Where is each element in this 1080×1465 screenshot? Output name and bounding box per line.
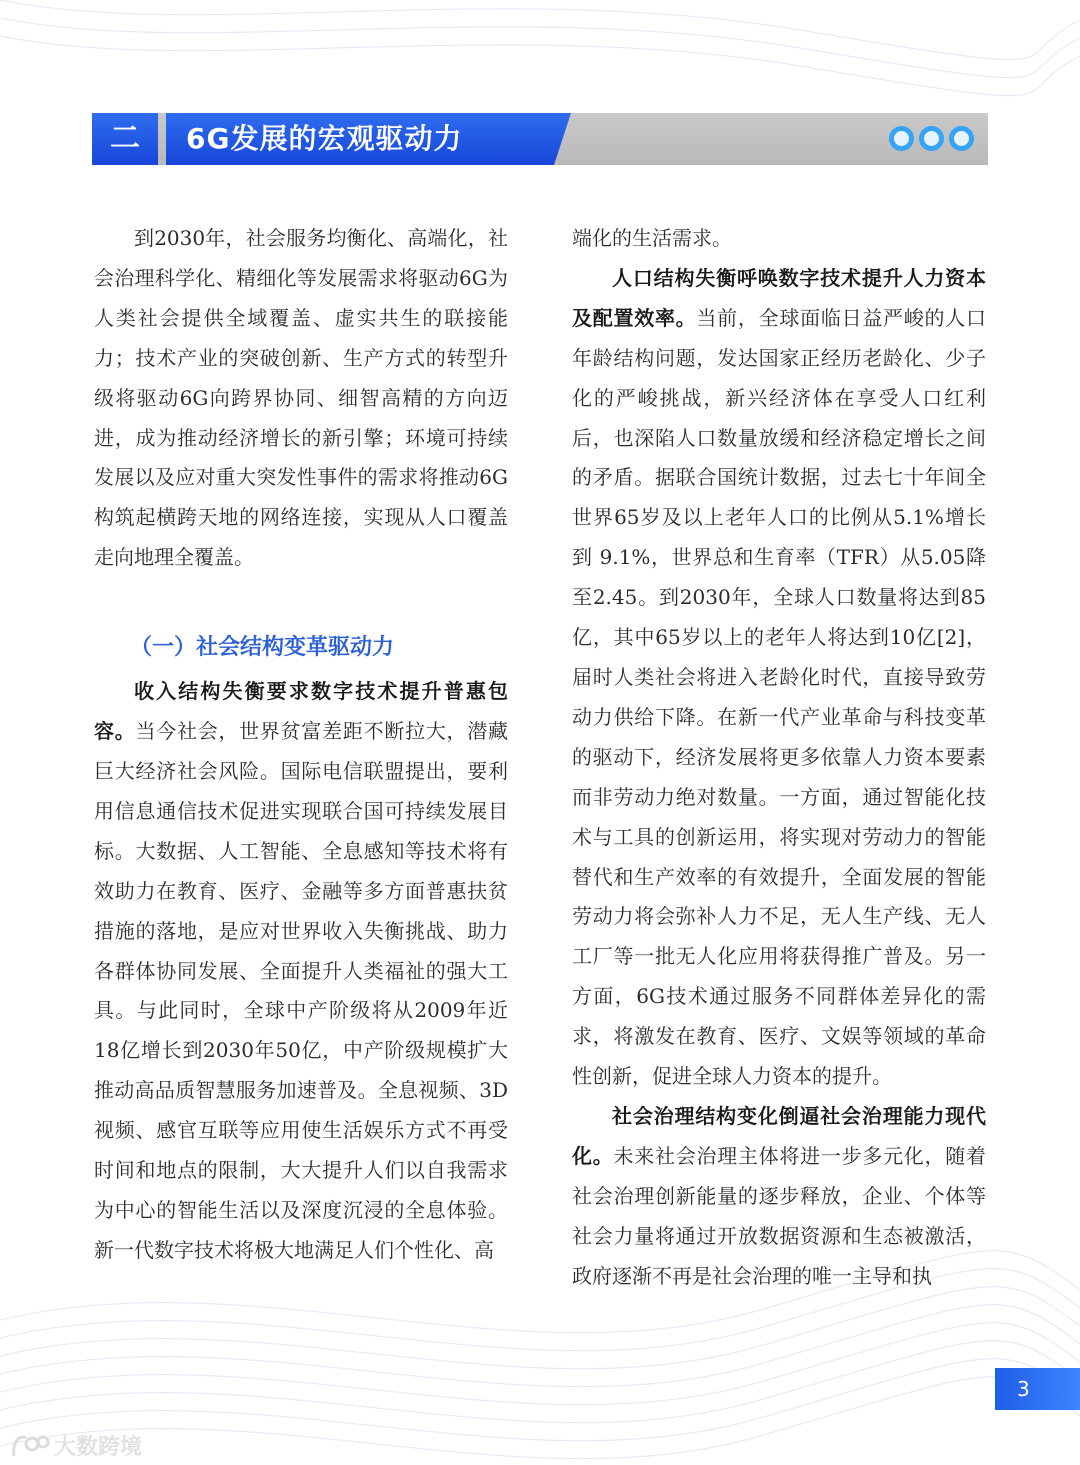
watermark-logo-icon — [10, 1430, 50, 1460]
paragraph-body: 当今社会，世界贫富差距不断拉大，潜藏巨大经济社会风险。国际电信联盟提出，要利用信息通信技术促进实现联合国可持续发展目标。大数据、人工智能、全息感知等技术将有效助力在教育、医疗、金融等多方面普惠扶贫措施的落地，是应对世界收入失衡挑战、助力各群体协同发展、全面提升人类福祉的强大工具。与此同时，全球中产阶级将从2009年近18亿增长到2030年50亿，中产阶级规模扩大推动高品质智慧服务加速普及。全息视频、3D视频、感官互联等应用使生活娱乐方式不再受时间和地点的限制，大大提升人们以自我需求为中心的智能生活以及深度沉浸的全息体验。新一代数字技术将极大地满足人们个性化、高 — [94, 719, 509, 1262]
paragraph-lead: 社会治理结构变化倒逼社会治理能力现代化。 — [572, 1103, 986, 1168]
section-title: 6G发展的宏观驱动力 — [186, 122, 463, 155]
left-column — [94, 219, 508, 1271]
paragraph-population-structure — [572, 259, 986, 1097]
circle-icon — [889, 126, 914, 151]
circle-icon — [919, 126, 944, 151]
paragraph-governance-structure — [572, 1097, 986, 1297]
watermark — [10, 1428, 142, 1462]
subsection-heading: （一）社会结构变革驱动力 — [130, 635, 395, 661]
watermark-text: 大数跨境 — [54, 1434, 143, 1460]
paragraph-income-structure — [94, 672, 508, 1271]
paragraph-body: 当前，全球面临日益严峻的人口年龄结构问题，发达国家正经历老龄化、少子化的严峻挑战，新兴经济体在享受人口红利后，也深陷人口数量放缓和经济稳定增长之间的矛盾。据联合国统计数据，过去七十年间全世界65岁及以上老年人口的比例从5.1%增长到 9.1%，世界总和生育率（TFR）从5.05降至2.45。到2030年，全球人口数量将达到85亿，其中65岁以上的老年人将达到10亿[2]，届时人类社会将进入老龄化时代，直接导致劳动力供给下降。在新一代产业革命与科技变革的驱动下，经济发展将更多依靠人力资本要素而非劳动力绝对数量。一方面，通过智能化技术与工具的创新运用，将实现对劳动力的智能替代和生产效率的有效提升，全面发展的智能劳动力将会弥补人力不足，无人生产线、无人工厂等一批无人化应用将获得推广普及。另一方面，6G技术通过服务不同群体差异化的需求，将激发在教育、医疗、文娱等领域的革命性创新，促进全球人力资本的提升。 — [572, 305, 987, 1089]
right-column — [572, 219, 986, 1296]
circle-icon — [949, 126, 974, 151]
section-title-banner — [166, 113, 571, 165]
section-number: 二 — [92, 113, 158, 165]
section-header — [92, 113, 988, 165]
page-number: 3 — [995, 1368, 1080, 1410]
intro-paragraph: 到2030年，社会服务均衡化、高端化，社会治理科学化、精细化等发展需求将驱动6G为人类社会提供全域覆盖、虚实共生的联接能力；技术产业的突破创新、生产方式的转型升级将驱动6G向跨界协同、细智高精的方向迈进，成为推动经济增长的新引擎；环境可持续发展以及应对重大突发性事件的需求将推动6G构筑起横跨天地的网络连接，实现从人口覆盖走向地理全覆盖。 — [94, 226, 508, 570]
paragraph-lead: 收入结构失衡要求数字技术提升普惠包容。 — [94, 679, 508, 744]
paragraph-body: 未来社会治理主体将进一步多元化，随着社会治理创新能量的逐步释放，企业、个体等社会力量将通过开放数据资源和生态被激活，政府逐渐不再是社会治理的唯一主导和执 — [572, 1143, 987, 1288]
paragraph-lead: 人口结构失衡呼唤数字技术提升人力资本及配置效率。 — [572, 265, 986, 330]
continued-text: 端化的生活需求。 — [572, 226, 732, 250]
header-dots-decoration — [889, 124, 974, 154]
